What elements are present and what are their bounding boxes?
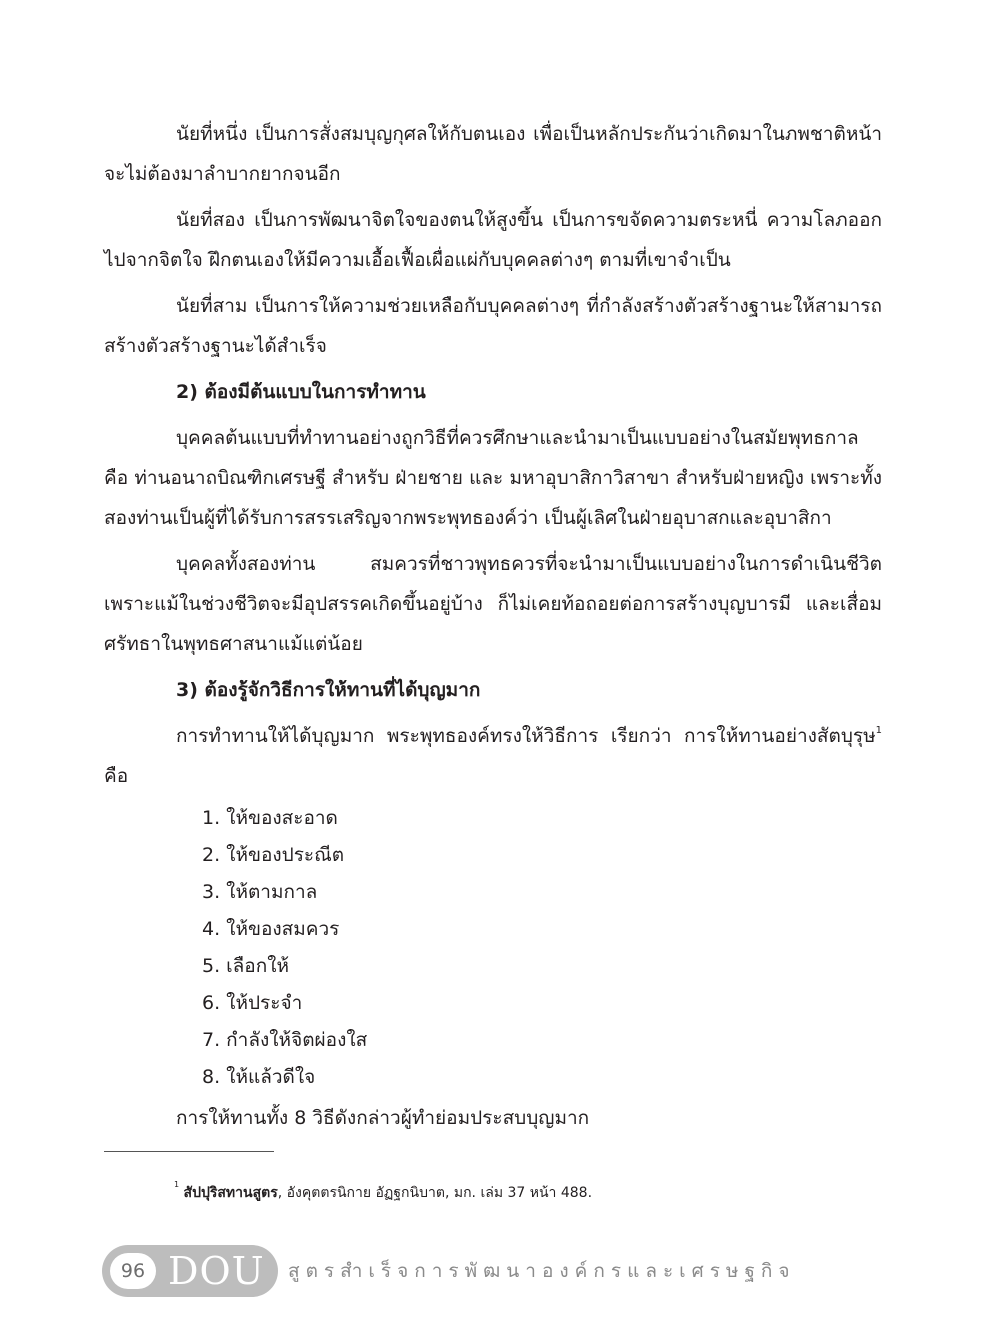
footer-badge — [102, 1245, 278, 1297]
list-item: 3. ให้ตามกาล — [202, 881, 318, 903]
list-item: 8. ให้แล้วดีใจ — [202, 1066, 316, 1088]
section-2-paragraph-1: บุคคลต้นแบบที่ทำทานอย่างถูกวิธีที่ควรศึกษาและนำมาเป็นแบบอย่างในสมัยพุทธกาล คือ ท่านอนาถบิณฑิกเศรษฐี สำหรับ ฝ่ายชาย และ มหาอุบาสิกาวิสาขา สำหรับฝ่ายหญิง เพราะทั้งสองท่านเป็นผู้ที่ได้รับการสรรเสริญจากพระพุทธองค์ว่า เป็นผู้เลิศในฝ่ายอุบาสกและอุบาสิกา — [104, 427, 882, 529]
book-title: สูตรสำเร็จการพัฒนาองค์กรและเศรษฐกิจ — [288, 1260, 796, 1282]
footnote-citation: , อังคุตตรนิกาย อัฏฐกนิบาต, มก. เล่ม 37 หน้า 488. — [277, 1185, 593, 1201]
footnote-divider — [104, 1151, 274, 1152]
footnote-reference: 1 — [875, 724, 882, 736]
page-number: 96 — [110, 1253, 156, 1289]
list-item: 2. ให้ของประณีต — [202, 844, 345, 866]
list-item: 1. ให้ของสะอาด — [202, 807, 338, 829]
list-item: 5. เลือกให้ — [202, 955, 290, 977]
list-item: 4. ให้ของสมควร — [202, 918, 340, 940]
paragraph-point-one: นัยที่หนึ่ง เป็นการสั่งสมบุญกุศลให้กับตนเอง เพื่อเป็นหลักประกันว่าเกิดมาในภพชาติหน้า จะไม่ต้องมาลำบากยากจนอีก — [104, 123, 882, 185]
section-3-intro-text: การทำทานให้ได้บุญมาก พระพุทธองค์ทรงให้วิธีการ เรียกว่า การให้ทานอย่างสัตบุรุษ — [176, 725, 876, 747]
section-2-heading: 2) ต้องมีต้นแบบในการทำทาน — [176, 381, 426, 403]
paragraph-point-three: นัยที่สาม เป็นการให้ความช่วยเหลือกับบุคคลต่างๆ ที่กำลังสร้างตัวสร้างฐานะให้สามารถสร้างตัวสร้างฐานะได้สำเร็จ — [104, 295, 882, 357]
footnote-marker: 1 — [174, 1180, 180, 1190]
list-item: 7. กำลังให้จิตผ่องใส — [202, 1029, 368, 1051]
footnote — [174, 1180, 593, 1203]
page-footer — [102, 1245, 962, 1297]
body-text — [104, 114, 882, 1138]
paragraph-point-two: นัยที่สอง เป็นการพัฒนาจิตใจของตนให้สูงขึ้น เป็นการขจัดความตระหนี่ ความโลภออกไปจากจิตใจ ฝึกตนเองให้มีความเอื้อเฟื้อเผื่อแผ่กับบุคคลต่างๆ ตามที่เขาจำเป็น — [104, 209, 882, 271]
section-3-intro — [104, 716, 882, 796]
section-3-heading: 3) ต้องรู้จักวิธีการให้ทานที่ได้บุญมาก — [176, 679, 481, 701]
giving-methods-list — [104, 800, 882, 1096]
footnote-title: สัปปุริสทานสูตร — [183, 1185, 278, 1201]
section-3-intro-tail: คือ — [104, 765, 129, 787]
list-item: 6. ให้ประจำ — [202, 992, 303, 1014]
section-3-closing: การให้ทานทั้ง 8 วิธีดังกล่าวผู้ทำย่อมประสบบุญมาก — [176, 1107, 590, 1129]
section-2-paragraph-2: บุคคลทั้งสองท่าน สมควรที่ชาวพุทธควรที่จะนำมาเป็นแบบอย่างในการดำเนินชีวิต เพราะแม้ในช่วงชีวิตจะมีอุปสรรคเกิดขึ้นอยู่บ้าง ก็ไม่เคยท้อถอยต่อการสร้างบุญบารมี และเสื่อมศรัทธาในพุทธศาสนาแม้แต่น้อย — [104, 553, 882, 655]
dou-logo: DOU — [168, 1249, 265, 1293]
